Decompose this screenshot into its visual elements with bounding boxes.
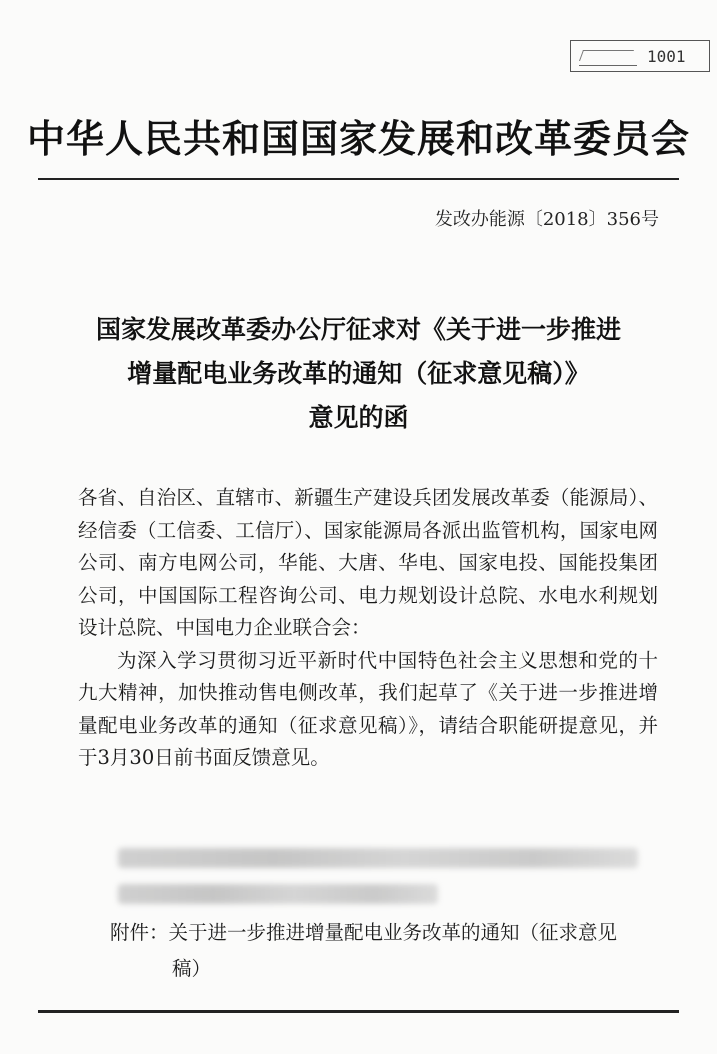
footer-divider (38, 1010, 679, 1013)
archive-stamp (570, 40, 710, 72)
recipients-paragraph: 各省、自治区、直辖市、新疆生产建设兵团发展改革委（能源局）、经信委（工信委、工信厅）、国家能源局各派出监管机构，国家电网公司、南方电网公司，华能、大唐、华电、国家电投、国能投集团公司，中国国际工程咨询公司、电力规划设计总院、水电水利规划设计总院、中国电力企业联合会： (78, 486, 658, 639)
document-number: 发改办能源〔2018〕356号 (434, 209, 659, 230)
stamp-number: 1001 (647, 46, 686, 66)
attachment-text-cont: 稿） (172, 957, 212, 980)
main-paragraph: 为深入学习贯彻习近平新时代中国特色社会主义思想和党的十九大精神，加快推动售电侧改革，我们起草了《关于进一步推进增量配电业务改革的通知（征求意见稿）》，请结合职能研提意见，并于3月30日前书面反馈意见。 (78, 648, 658, 769)
redacted-email-line (118, 884, 438, 904)
title-line-2: 增量配电业务改革的通知（征求意见稿）》 (127, 359, 590, 388)
document-title (40, 308, 677, 440)
title-line-3: 意见的函 (308, 403, 409, 432)
handwritten-mark (579, 47, 637, 66)
redacted-contact-line (118, 848, 638, 868)
letter-body (78, 482, 658, 775)
header-divider (38, 178, 679, 180)
title-line-1: 国家发展改革委办公厅征求对《关于进一步推进 (95, 315, 621, 344)
issuing-agency: 中华人民共和国国家发展和改革委员会 (26, 116, 690, 161)
attachment-note (110, 915, 670, 987)
attachment-label: 附件： (110, 921, 169, 944)
attachment-text: 关于进一步推进增量配电业务改革的通知（征求意见 (168, 921, 618, 944)
